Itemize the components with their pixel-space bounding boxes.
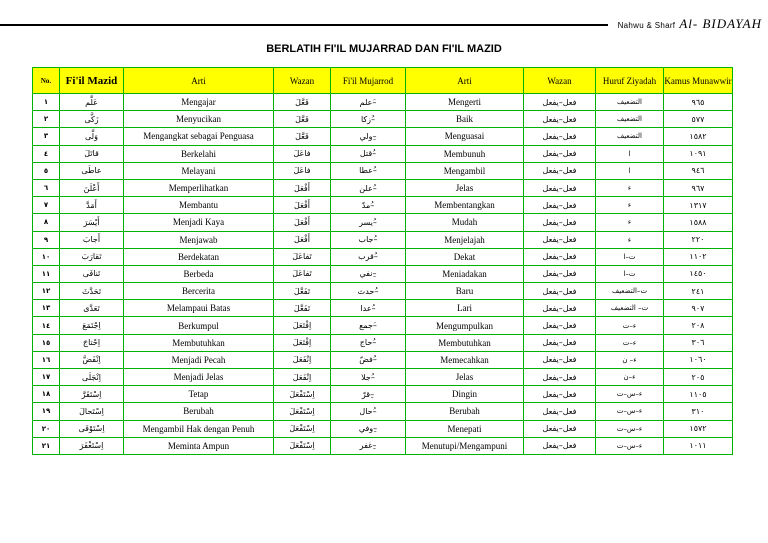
header-rule [0,24,608,26]
cell-fiil-mazid: اِسْتَغْفَرَ [60,437,124,454]
cell-fiil-mujarrod: نفي–ِ [331,265,406,282]
cell-huruf-ziyadah: ء [596,179,664,196]
cell-arti: Mengangkat sebagai Penguasa [124,128,274,145]
table-row [33,265,733,282]
cell-fiil-mazid: قاتَلَ [60,145,124,162]
cell-wazan-mujarrod: فعل–يفعل [524,420,596,437]
cell-wazan: تَفَعَّلَ [274,283,331,300]
table-row [33,386,733,403]
cell-fiil-mazid: عاطَى [60,162,124,179]
cell-fiil-mujarrod: حدث–ُ [331,283,406,300]
cell-wazan-mujarrod: فعل–يفعل [524,111,596,128]
cell-wazan: اِنْفَعَلَ [274,369,331,386]
cell-wazan-mujarrod: فعل–يفعل [524,162,596,179]
cell-wazan-mujarrod: فعل–يفعل [524,248,596,265]
cell-kamus-munawwir: ١٥٨٢ [664,128,733,145]
cell-wazan-mujarrod: فعل–يفعل [524,369,596,386]
table-row [33,248,733,265]
cell-fiil-mujarrod: وفي–ِ [331,420,406,437]
col-header-no: No. [33,68,60,94]
cell-kamus-munawwir: ١١٠٢ [664,248,733,265]
cell-kamus-munawwir: ٣٠٦ [664,334,733,351]
cell-no: ٩ [33,231,60,248]
cell-wazan-mujarrod: فعل–يفعل [524,283,596,300]
cell-fiil-mujarrod: ولي–ِ [331,128,406,145]
cell-arti: Berdekatan [124,248,274,265]
cell-fiil-mujarrod: جلا–ُ [331,369,406,386]
table-row [33,403,733,420]
cell-arti: Mengajar [124,94,274,111]
cell-wazan: فَعَّلَ [274,111,331,128]
cell-arti-mujarrod: Menguasai [406,128,524,145]
cell-wazan: فاعَلَ [274,145,331,162]
cell-kamus-munawwir: ١٠٩١ [664,145,733,162]
cell-huruf-ziyadah: ء [596,197,664,214]
cell-arti: Menjadi Kaya [124,214,274,231]
cell-huruf-ziyadah: ء– ن [596,351,664,368]
cell-wazan: أَفْعَلَ [274,231,331,248]
cell-arti: Membutuhkan [124,334,274,351]
cell-wazan: اِسْتَفْعَلَ [274,437,331,454]
cell-wazan: أَفْعَلَ [274,179,331,196]
cell-fiil-mujarrod: قرب–ُ [331,248,406,265]
cell-arti: Menyucikan [124,111,274,128]
cell-fiil-mazid: اِسْتَحالَ [60,403,124,420]
cell-arti-mujarrod: Mengumpulkan [406,317,524,334]
cell-arti: Bercerita [124,283,274,300]
cell-wazan-mujarrod: فعل–يفعل [524,317,596,334]
brand-text: Nahwu & Sharf [617,21,676,30]
cell-huruf-ziyadah: ء–س–ت [596,403,664,420]
cell-kamus-munawwir: ٩٠٧ [664,300,733,317]
cell-arti-mujarrod: Dekat [406,248,524,265]
cell-wazan-mujarrod: فعل–يفعل [524,94,596,111]
col-header-kamus-munawwir: Kamus Munawwir [664,68,733,94]
cell-arti-mujarrod: Mengerti [406,94,524,111]
cell-huruf-ziyadah: ء–ت [596,317,664,334]
col-header-arti-mujarrod: Arti [406,68,524,94]
table-row [33,283,733,300]
cell-fiil-mujarrod: جمع–َ [331,317,406,334]
cell-wazan: فاعَلَ [274,162,331,179]
table-row [33,300,733,317]
cell-kamus-munawwir: ٩٤٦ [664,162,733,179]
table-row [33,111,733,128]
cell-kamus-munawwir: ١٣١٧ [664,197,733,214]
cell-wazan-mujarrod: فعل–يفعل [524,128,596,145]
cell-arti-mujarrod: Menjelajah [406,231,524,248]
cell-wazan-mujarrod: فعل–يفعل [524,403,596,420]
cell-kamus-munawwir: ٢٢٠ [664,231,733,248]
table-body [33,94,733,455]
table-row [33,214,733,231]
brand-logo: Al- BIDAYAH [679,16,762,31]
cell-no: ٢٠ [33,420,60,437]
cell-kamus-munawwir: ٥٧٧ [664,111,733,128]
cell-huruf-ziyadah: ت– التضعيف [596,300,664,317]
cell-fiil-mujarrod: عطا–ُ [331,162,406,179]
cell-no: ١٩ [33,403,60,420]
cell-huruf-ziyadah: ت–ا [596,248,664,265]
cell-arti: Melayani [124,162,274,179]
cell-wazan-mujarrod: فعل–يفعل [524,437,596,454]
cell-arti: Menjadi Jelas [124,369,274,386]
cell-wazan: أَفْعَلَ [274,214,331,231]
cell-fiil-mazid: اِنْجَلَى [60,369,124,386]
table-row [33,197,733,214]
cell-no: ٣ [33,128,60,145]
cell-kamus-munawwir: ٩٦٥ [664,94,733,111]
cell-fiil-mazid: أَيْسَرَ [60,214,124,231]
cell-fiil-mazid: تَقارَبَ [60,248,124,265]
cell-no: ١٨ [33,386,60,403]
cell-fiil-mazid: زَكَّى [60,111,124,128]
cell-kamus-munawwir: ١٠٦٠ [664,351,733,368]
cell-arti: Berkelahi [124,145,274,162]
col-header-wazan-mujarrod: Wazan [524,68,596,94]
cell-wazan-mujarrod: فعل–يفعل [524,231,596,248]
cell-fiil-mujarrod: مدّ–ُ [331,197,406,214]
col-header-arti: Arti [124,68,274,94]
cell-wazan: تَفَعَّلَ [274,300,331,317]
cell-arti: Menjadi Pecah [124,351,274,368]
cell-wazan-mujarrod: فعل–يفعل [524,300,596,317]
cell-no: ٤ [33,145,60,162]
cell-kamus-munawwir: ١٥٧٢ [664,420,733,437]
cell-fiil-mujarrod: علم–َ [331,94,406,111]
cell-fiil-mujarrod: يسر–ُ [331,214,406,231]
cell-fiil-mazid: اِسْتَقَرَّ [60,386,124,403]
cell-wazan-mujarrod: فعل–يفعل [524,351,596,368]
cell-arti: Melampaui Batas [124,300,274,317]
cell-fiil-mazid: تَحَدَّثَ [60,283,124,300]
table-row [33,145,733,162]
cell-no: ١٦ [33,351,60,368]
table-row [33,369,733,386]
cell-arti: Menjawab [124,231,274,248]
cell-arti: Mengambil Hak dengan Penuh [124,420,274,437]
cell-huruf-ziyadah: ء [596,214,664,231]
cell-huruf-ziyadah: ء [596,231,664,248]
cell-kamus-munawwir: ٢٤١ [664,283,733,300]
cell-kamus-munawwir: ٢٠٨ [664,317,733,334]
cell-fiil-mujarrod: عدا–ُ [331,300,406,317]
cell-huruf-ziyadah: ء–ن [596,369,664,386]
cell-fiil-mazid: تَعَدَّى [60,300,124,317]
cell-kamus-munawwir: ١٥٨٨ [664,214,733,231]
cell-wazan-mujarrod: فعل–يفعل [524,197,596,214]
cell-wazan: فَعَّلَ [274,94,331,111]
cell-huruf-ziyadah: ا [596,162,664,179]
table-header-row [33,68,733,94]
cell-fiil-mazid: أَمَدَّ [60,197,124,214]
cell-huruf-ziyadah: ء–س–ت [596,420,664,437]
cell-no: ٧ [33,197,60,214]
cell-no: ٨ [33,214,60,231]
cell-huruf-ziyadah: ا [596,145,664,162]
cell-no: ٢١ [33,437,60,454]
cell-huruf-ziyadah: ء–ت [596,334,664,351]
cell-arti-mujarrod: Jelas [406,369,524,386]
cell-no: ١٧ [33,369,60,386]
cell-arti-mujarrod: Baik [406,111,524,128]
cell-fiil-mazid: اِجْتَمَعَ [60,317,124,334]
cell-fiil-mazid: اِسْتَوْفَى [60,420,124,437]
cell-fiil-mujarrod: حاج–ُ [331,334,406,351]
cell-fiil-mujarrod: قتل–ُ [331,145,406,162]
cell-fiil-mazid: تَنافَى [60,265,124,282]
table-row [33,128,733,145]
cell-wazan: اِسْتَفْعَلَ [274,420,331,437]
cell-arti-mujarrod: Menepati [406,420,524,437]
cell-fiil-mazid: اِحْتاجَ [60,334,124,351]
cell-wazan: اِسْتَفْعَلَ [274,386,331,403]
col-header-huruf-ziyadah: Huruf Ziyadah [596,68,664,94]
cell-arti: Meminta Ampun [124,437,274,454]
cell-wazan-mujarrod: فعل–يفعل [524,265,596,282]
cell-kamus-munawwir: ٩٦٧ [664,179,733,196]
cell-fiil-mujarrod: زكا–ُ [331,111,406,128]
cell-no: ١٠ [33,248,60,265]
verb-table [32,67,733,455]
cell-fiil-mazid: وَلَّى [60,128,124,145]
cell-no: ٦ [33,179,60,196]
cell-kamus-munawwir: ١١٠٥ [664,386,733,403]
cell-kamus-munawwir: ١٠١١ [664,437,733,454]
cell-wazan-mujarrod: فعل–يفعل [524,214,596,231]
cell-arti: Berkumpul [124,317,274,334]
cell-no: ١٢ [33,283,60,300]
cell-arti-mujarrod: Berubah [406,403,524,420]
cell-fiil-mujarrod: حال–ُ [331,403,406,420]
cell-fiil-mazid: عَلَّم [60,94,124,111]
cell-wazan: تَفاعَلَ [274,265,331,282]
table-row [33,94,733,111]
cell-arti-mujarrod: Mudah [406,214,524,231]
cell-arti-mujarrod: Dingin [406,386,524,403]
cell-arti-mujarrod: Baru [406,283,524,300]
cell-fiil-mazid: أَعْلَنَ [60,179,124,196]
cell-arti-mujarrod: Menutupi/Mengampuni [406,437,524,454]
cell-huruf-ziyadah: ء–س–ت [596,437,664,454]
cell-no: ١٤ [33,317,60,334]
cell-no: ١٥ [33,334,60,351]
cell-no: ١٣ [33,300,60,317]
cell-arti: Membantu [124,197,274,214]
cell-arti-mujarrod: Jelas [406,179,524,196]
cell-wazan: اِفْتَعَلَ [274,317,331,334]
table-row [33,231,733,248]
cell-huruf-ziyadah: ت–ا [596,265,664,282]
cell-huruf-ziyadah: التضعيف [596,128,664,145]
table-row [33,437,733,454]
cell-fiil-mujarrod: جاب–ُ [331,231,406,248]
cell-fiil-mujarrod: فضّ–ُ [331,351,406,368]
cell-kamus-munawwir: ٢٠٥ [664,369,733,386]
table-row [33,162,733,179]
table-row [33,179,733,196]
cell-huruf-ziyadah: ت–التضعيف [596,283,664,300]
cell-arti-mujarrod: Membentangkan [406,197,524,214]
cell-kamus-munawwir: ١٤٥٠ [664,265,733,282]
cell-wazan-mujarrod: فعل–يفعل [524,145,596,162]
cell-no: ٥ [33,162,60,179]
cell-wazan: فَعَّلَ [274,128,331,145]
cell-wazan: أَفْعَلَ [274,197,331,214]
cell-arti-mujarrod: Meniadakan [406,265,524,282]
cell-no: ٢ [33,111,60,128]
cell-no: ١١ [33,265,60,282]
cell-arti: Tetap [124,386,274,403]
cell-huruf-ziyadah: التضعيف [596,94,664,111]
cell-arti-mujarrod: Membunuh [406,145,524,162]
cell-wazan: اِفْتَعَلَ [274,334,331,351]
cell-fiil-mazid: أَجابَ [60,231,124,248]
cell-wazan: اِسْتَفْعَلَ [274,403,331,420]
cell-arti-mujarrod: Lari [406,300,524,317]
table-row [33,351,733,368]
table-row [33,420,733,437]
brand-header [618,16,762,32]
cell-arti: Memperlihatkan [124,179,274,196]
cell-wazan-mujarrod: فعل–يفعل [524,334,596,351]
cell-huruf-ziyadah: ء–س–ت [596,386,664,403]
cell-arti-mujarrod: Memecahkan [406,351,524,368]
page-title: BERLATIH FI'IL MUJARRAD DAN FI'IL MAZID [266,43,502,55]
cell-fiil-mujarrod: قرّ–ِ [331,386,406,403]
cell-fiil-mujarrod: غفر–ِ [331,437,406,454]
table-row [33,334,733,351]
col-header-fiil-mujarrod: Fi'il Mujarrod [331,68,406,94]
cell-wazan: تَفاعَلَ [274,248,331,265]
col-header-wazan: Wazan [274,68,331,94]
cell-arti-mujarrod: Membutuhkan [406,334,524,351]
cell-arti: Berubah [124,403,274,420]
cell-wazan-mujarrod: فعل–يفعل [524,179,596,196]
cell-wazan-mujarrod: فعل–يفعل [524,386,596,403]
cell-fiil-mujarrod: علن–ُ [331,179,406,196]
cell-kamus-munawwir: ٣١٠ [664,403,733,420]
cell-no: ١ [33,94,60,111]
cell-huruf-ziyadah: التضعيف [596,111,664,128]
cell-fiil-mazid: اِنْفَضَّ [60,351,124,368]
cell-arti: Berbeda [124,265,274,282]
cell-arti-mujarrod: Mengambil [406,162,524,179]
cell-wazan: اِنْفَعَلَ [274,351,331,368]
table-row [33,317,733,334]
col-header-fiil-mazid: Fi'il Mazid [60,68,124,94]
